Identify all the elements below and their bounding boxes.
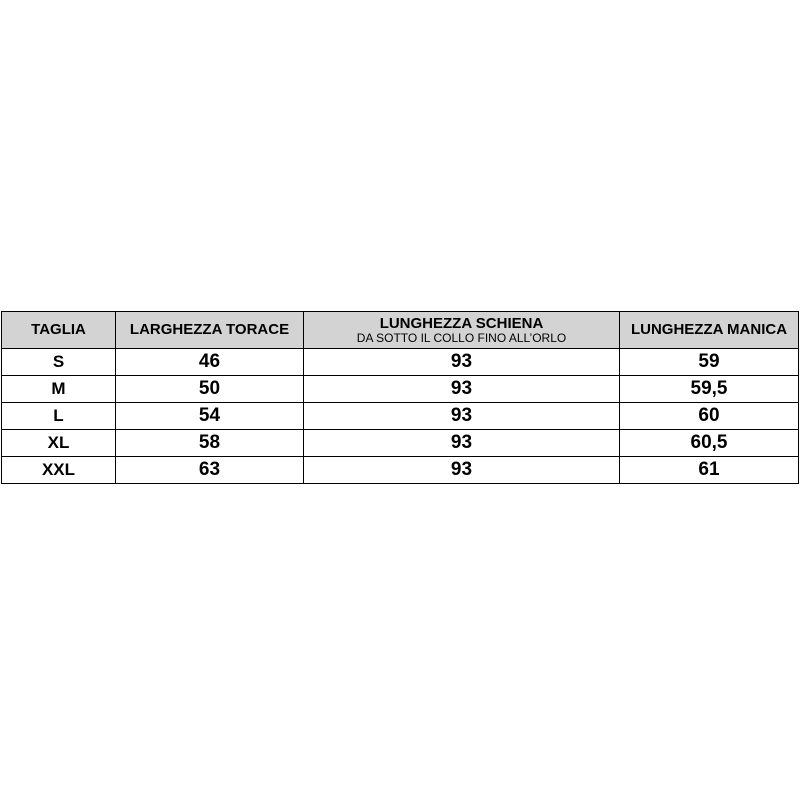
cell-chest-width: 63 [116, 457, 304, 484]
header-sleeve-length: LUNGHEZZA MANICA [620, 312, 799, 349]
cell-chest-width: 58 [116, 430, 304, 457]
cell-sleeve-length: 61 [620, 457, 799, 484]
table-row [2, 430, 799, 457]
header-back-length-label: LUNGHEZZA SCHIENA [379, 314, 544, 332]
cell-size: S [2, 349, 116, 376]
cell-back-length: 93 [304, 376, 620, 403]
table-row [2, 457, 799, 484]
table-header [2, 312, 799, 349]
cell-chest-width: 46 [116, 349, 304, 376]
cell-back-length: 93 [304, 457, 620, 484]
table-row [2, 349, 799, 376]
cell-chest-width: 54 [116, 403, 304, 430]
header-row [2, 312, 799, 349]
header-chest-width: LARGHEZZA TORACE [116, 312, 304, 349]
header-back-length [304, 312, 620, 349]
cell-sleeve-length: 60,5 [620, 430, 799, 457]
table-row [2, 403, 799, 430]
cell-size: XXL [2, 457, 116, 484]
cell-back-length: 93 [304, 430, 620, 457]
cell-size: M [2, 376, 116, 403]
cell-chest-width: 50 [116, 376, 304, 403]
table-body [2, 349, 799, 484]
cell-back-length: 93 [304, 403, 620, 430]
size-chart-table [1, 311, 799, 484]
header-size: TAGLIA [2, 312, 116, 349]
cell-back-length: 93 [304, 349, 620, 376]
table-row [2, 376, 799, 403]
header-back-length-note: DA SOTTO IL COLLO FINO ALL’ORLO [356, 330, 567, 345]
cell-sleeve-length: 60 [620, 403, 799, 430]
cell-sleeve-length: 59,5 [620, 376, 799, 403]
cell-size: L [2, 403, 116, 430]
cell-size: XL [2, 430, 116, 457]
cell-sleeve-length: 59 [620, 349, 799, 376]
